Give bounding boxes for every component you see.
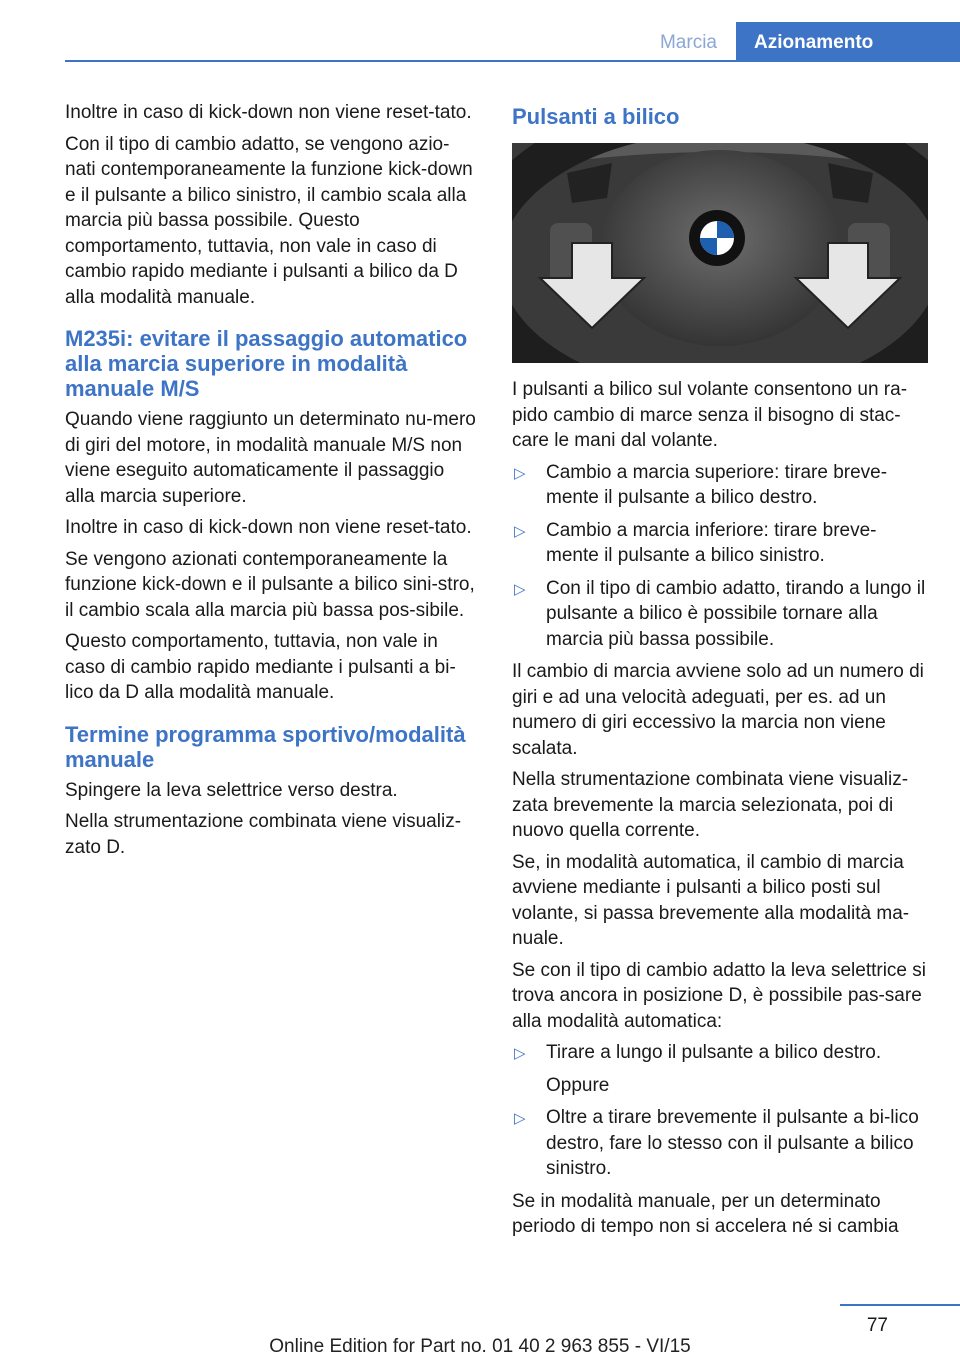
section-heading: Pulsanti a bilico: [512, 104, 680, 129]
triangle-right-outline-icon: ▷: [514, 522, 526, 540]
paragraph: Con il tipo di cambio adatto, se vengono azio-nati contemporaneamente la funzione kick-down e il pulsante a bilico sinistro, il cambio scala alla marcia più bassa possibile. Questo comportamento, tuttavia, non vale in caso di cambio rapido mediante i pulsanti a bilico da D alla modalità manuale.: [65, 133, 473, 308]
paragraph: Nella strumentazione combinata viene visualiz-zato D.: [65, 811, 462, 858]
list-item: ▷ Tirare a lungo il pulsante a bilico destro. Oppure: [512, 1040, 928, 1098]
triangle-right-outline-icon: ▷: [514, 1045, 526, 1062]
list-item: ▷ Oltre a tirare brevemente il pulsante a bi-lico destro, fare lo stesso con il pulsante a bilico sinistro.: [514, 1107, 919, 1179]
header-section: Marcia: [659, 32, 717, 53]
paragraph: Inoltre in caso di kick-down non viene reset-tato.: [65, 102, 472, 123]
list-item: ▷ Con il tipo di cambio adatto, tirando a lungo il pulsante a bilico è possibile tornare alla marcia più bassa possibile.: [514, 577, 926, 650]
list-item: ▷ Cambio a marcia inferiore: tirare breve-mente il pulsante a bilico sinistro.: [514, 519, 877, 566]
header-divider: [65, 60, 960, 62]
list-item: ▷ Cambio a marcia superiore: tirare breve-mente il pulsante a bilico destro.: [514, 461, 888, 508]
paragraph: Quando viene raggiunto un determinato nu-mero di giri del motore, in modalità manuale M/S non viene eseguito automaticamente il passaggio alla marcia superiore.: [65, 409, 476, 507]
section-heading: M235i: evitare il passaggio automatico alla marcia superiore in modalità manuale M/S: [65, 326, 468, 401]
paragraph: Il cambio di marcia avviene solo ad un numero di giri e ad una velocità adeguati, per es. ad un numero di giri eccessivo la marcia non viene scalata.: [512, 661, 924, 759]
paragraph: Se, in modalità automatica, il cambio di marcia avviene mediante i pulsanti a bilico posti sul volante, si passa brevemente alla modalità ma-nuale.: [512, 851, 910, 949]
bmw-logo-icon: [689, 210, 745, 266]
page-header: [0, 0, 960, 62]
section-heading: Termine programma sportivo/modalità manuale: [65, 721, 466, 772]
bullet-list: [512, 1040, 928, 1182]
page-number: 77: [866, 1315, 888, 1336]
paragraph: Se con il tipo di cambio adatto la leva selettrice si trova ancora in posizione D, è possibile pas-sare alla modalità automatica:: [512, 959, 926, 1032]
triangle-right-outline-icon: ▷: [514, 1110, 526, 1127]
bullet-list: [512, 460, 928, 653]
footer-divider: [840, 1304, 960, 1306]
triangle-right-outline-icon: ▷: [514, 580, 526, 598]
paragraph: Se vengono azionati contemporaneamente la funzione kick-down e il pulsante a bilico sini-stro, il cambio scala alla marcia più bassa pos-sibile.: [65, 548, 475, 621]
paragraph: Se in modalità manuale, per un determinato periodo di tempo non si accelera né si cambia: [512, 1190, 899, 1237]
oppure-label: Oppure: [546, 1074, 610, 1096]
steering-wheel-paddles-figure: [512, 143, 928, 363]
right-column: [512, 100, 928, 1246]
paragraph: Inoltre in caso di kick-down non viene reset-tato.: [65, 517, 472, 538]
triangle-right-outline-icon: ▷: [514, 464, 526, 482]
paragraph: Spingere la leva selettrice verso destra.: [65, 779, 398, 801]
header-chapter-tab: Azionamento: [736, 22, 960, 62]
paragraph: I pulsanti a bilico sul volante consentono un ra-pido cambio di marce senza il bisogno di stac-care le mani dal volante.: [512, 379, 908, 451]
paragraph: Questo comportamento, tuttavia, non vale in caso di cambio rapido mediante i pulsanti a bi-lico da D alla modalità manuale.: [65, 631, 456, 703]
left-column: [65, 100, 477, 866]
paragraph: Nella strumentazione combinata viene visualiz-zata brevemente la marcia selezionata, poi di nuovo quella corrente.: [512, 769, 909, 841]
footer-edition: Online Edition for Part no. 01 40 2 963 855 - VI/15: [269, 1336, 691, 1357]
